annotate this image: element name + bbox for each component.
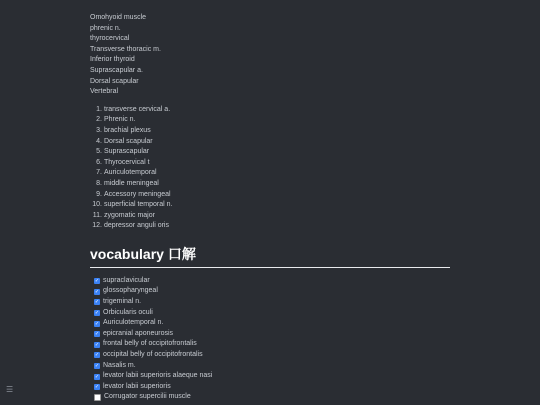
checklist-item — [94, 329, 450, 340]
numbered-list-item — [90, 200, 450, 211]
plain-list — [90, 13, 450, 98]
section-heading: vocabulary 口解 — [90, 245, 450, 268]
list-item-text: zygomatic major — [104, 211, 155, 219]
checklist-item-text: levator labii superioris — [103, 382, 171, 390]
checkbox-checked[interactable]: ✓ — [94, 352, 100, 359]
list-number: 11. — [92, 211, 102, 219]
checklist-item — [94, 361, 450, 372]
list-item-text: Thyrocervical t — [104, 158, 150, 166]
numbered-list-item — [90, 221, 450, 232]
list-item-text: Phrenic n. — [104, 116, 136, 124]
checkbox-checked[interactable]: ✓ — [94, 331, 100, 338]
checklist-item — [94, 318, 450, 329]
checklist-item — [94, 371, 450, 382]
checkbox-checked[interactable]: ✓ — [94, 309, 100, 316]
checklist-item — [94, 286, 450, 297]
numbered-list-item — [90, 147, 450, 158]
list-item-text: middle meningeal — [104, 179, 159, 187]
list-item-text: depressor anguli oris — [104, 222, 169, 230]
list-number: 12. — [92, 222, 102, 230]
checkbox-checked[interactable]: ✓ — [94, 288, 100, 295]
checklist-item — [94, 339, 450, 350]
checklist-item — [94, 392, 450, 403]
checkbox-checked[interactable]: ✓ — [94, 278, 100, 285]
list-item: Suprascapular a. — [90, 66, 143, 74]
numbered-list-item — [90, 211, 450, 222]
checklist-item-text: supraclavicular — [103, 276, 150, 284]
numbered-list-item — [90, 115, 450, 126]
list-item: phrenic n. — [90, 24, 121, 32]
checklist-item — [94, 297, 450, 308]
numbered-list — [90, 105, 450, 232]
list-number: 7. — [96, 169, 102, 177]
numbered-list-item — [90, 179, 450, 190]
menu-icon[interactable]: ☰ — [6, 385, 14, 394]
checklist-item — [94, 350, 450, 361]
checkbox-checked[interactable]: ✓ — [94, 299, 100, 306]
checkbox-checked[interactable]: ✓ — [94, 362, 100, 369]
list-item-text: Suprascapular — [104, 148, 150, 156]
checklist-item-text: Nasalis m. — [103, 361, 136, 369]
checkbox-checked[interactable]: ✓ — [94, 373, 100, 380]
list-item: Transverse thoracic m. — [90, 45, 161, 53]
numbered-list-item — [90, 158, 450, 169]
numbered-list-item — [90, 105, 450, 116]
list-item: Inferior thyroid — [90, 56, 135, 64]
list-number: 8. — [96, 179, 102, 187]
list-item: Omohyoid muscle — [90, 14, 147, 21]
list-number: 2. — [96, 116, 102, 124]
list-number: 9. — [96, 190, 102, 198]
numbered-list-item — [90, 126, 450, 137]
list-number: 5. — [96, 148, 102, 156]
checklist-item-text: Orbicularis oculi — [103, 308, 153, 316]
list-item: Vertebral — [90, 88, 119, 96]
list-number: 10. — [92, 201, 102, 209]
checkbox-unchecked[interactable] — [94, 394, 101, 401]
checklist-item-text: glossopharyngeal — [103, 287, 158, 295]
list-item: thyrocervical — [90, 35, 130, 43]
list-item-text: Dorsal scapular — [104, 137, 153, 145]
note-content — [90, 13, 450, 403]
checklist-item-text: frontal belly of occipitofrontalis — [103, 340, 197, 348]
checklist-item-text: levator labii superioris alaeque nasi — [103, 372, 213, 380]
list-number: 3. — [96, 126, 102, 134]
list-item-text: Accessory meningeal — [104, 190, 171, 198]
numbered-list-item — [90, 168, 450, 179]
list-number: 1. — [96, 105, 102, 113]
vocabulary-checklist — [90, 276, 450, 403]
list-number: 4. — [96, 137, 102, 145]
checklist-item — [94, 308, 450, 319]
list-number: 6. — [96, 158, 102, 166]
checklist-item-text: epicranial aponeurosis — [103, 329, 174, 337]
numbered-list-item — [90, 137, 450, 148]
list-item-text: superficial temporal n. — [104, 201, 173, 209]
checklist-item — [94, 276, 450, 287]
numbered-list-item — [90, 190, 450, 201]
checklist-item-text: trigeminal n. — [103, 298, 142, 306]
checkbox-checked[interactable]: ✓ — [94, 320, 100, 327]
list-item-text: brachial plexus — [104, 126, 151, 134]
checklist-item — [94, 382, 450, 393]
checkbox-checked[interactable]: ✓ — [94, 384, 100, 391]
checklist-item-text: Corrugator supercilii muscle — [104, 393, 191, 401]
checklist-item-text: occipital belly of occipitofrontalis — [103, 351, 203, 359]
list-item-text: transverse cervical a. — [104, 105, 171, 113]
checklist-item-text: Auriculotemporal n. — [103, 319, 164, 327]
checkbox-checked[interactable]: ✓ — [94, 341, 100, 348]
list-item-text: Auriculotemporal — [104, 169, 157, 177]
list-item: Dorsal scapular — [90, 77, 139, 85]
